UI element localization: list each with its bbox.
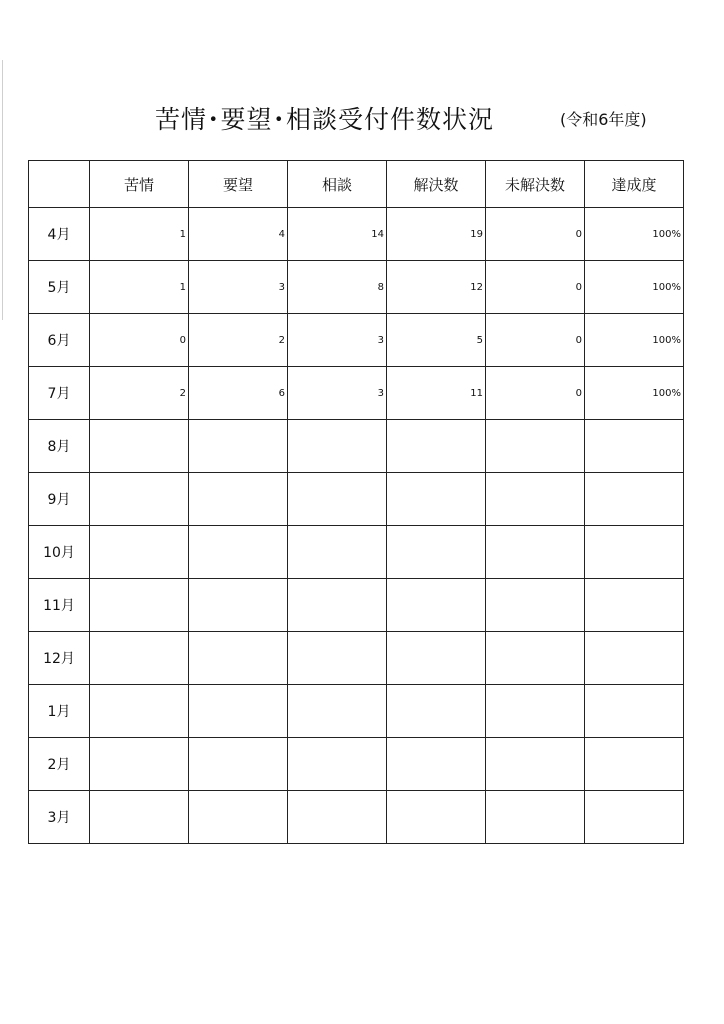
table-row	[29, 526, 684, 579]
month-cell: 6月	[29, 314, 90, 367]
table-row	[29, 420, 684, 473]
value-cell	[288, 579, 387, 632]
value-cell	[585, 579, 684, 632]
header-cell-resolved: 解決数	[387, 161, 486, 208]
value-cell	[585, 526, 684, 579]
value-cell: 3	[189, 261, 288, 314]
value-cell	[288, 791, 387, 844]
table-row	[29, 632, 684, 685]
value-cell	[288, 738, 387, 791]
month-cell: 9月	[29, 473, 90, 526]
value-cell	[486, 473, 585, 526]
value-cell: 100%	[585, 261, 684, 314]
table-row	[29, 208, 684, 261]
value-cell	[189, 791, 288, 844]
month-cell: 11月	[29, 579, 90, 632]
value-cell: 3	[288, 367, 387, 420]
value-cell: 100%	[585, 367, 684, 420]
value-cell: 0	[486, 314, 585, 367]
value-cell	[288, 632, 387, 685]
scan-edge-line	[2, 60, 3, 320]
table-row	[29, 685, 684, 738]
value-cell: 100%	[585, 208, 684, 261]
value-cell	[585, 473, 684, 526]
value-cell: 0	[486, 261, 585, 314]
value-cell	[486, 685, 585, 738]
value-cell	[387, 420, 486, 473]
value-cell	[288, 526, 387, 579]
value-cell	[387, 685, 486, 738]
value-cell: 100%	[585, 314, 684, 367]
value-cell: 3	[288, 314, 387, 367]
value-cell	[387, 791, 486, 844]
value-cell: 0	[486, 208, 585, 261]
value-cell	[288, 685, 387, 738]
value-cell	[486, 579, 585, 632]
value-cell	[189, 685, 288, 738]
month-cell: 2月	[29, 738, 90, 791]
table-row	[29, 367, 684, 420]
value-cell: 2	[189, 314, 288, 367]
value-cell	[585, 420, 684, 473]
value-cell: 5	[387, 314, 486, 367]
value-cell	[189, 632, 288, 685]
value-cell: 6	[189, 367, 288, 420]
value-cell: 4	[189, 208, 288, 261]
value-cell	[90, 579, 189, 632]
value-cell: 1	[90, 261, 189, 314]
month-cell: 4月	[29, 208, 90, 261]
value-cell: 0	[90, 314, 189, 367]
value-cell	[585, 632, 684, 685]
table-row	[29, 579, 684, 632]
header-cell-complaints: 苦情	[90, 161, 189, 208]
value-cell	[189, 526, 288, 579]
value-cell	[486, 526, 585, 579]
value-cell	[189, 579, 288, 632]
value-cell	[387, 632, 486, 685]
document-title: 苦情･要望･相談受付件数状況	[155, 105, 495, 134]
report-table	[28, 160, 684, 844]
header-cell-unresolved: 未解決数	[486, 161, 585, 208]
header-cell-corner	[29, 161, 90, 208]
value-cell	[189, 420, 288, 473]
value-cell: 1	[90, 208, 189, 261]
header-row	[29, 161, 684, 208]
value-cell: 14	[288, 208, 387, 261]
table-row	[29, 314, 684, 367]
value-cell	[189, 473, 288, 526]
header-cell-achievement: 達成度	[585, 161, 684, 208]
value-cell	[585, 791, 684, 844]
value-cell	[486, 791, 585, 844]
table-row	[29, 738, 684, 791]
value-cell: 0	[486, 367, 585, 420]
value-cell	[288, 420, 387, 473]
value-cell	[387, 579, 486, 632]
month-cell: 10月	[29, 526, 90, 579]
table-row	[29, 791, 684, 844]
value-cell: 12	[387, 261, 486, 314]
table-row	[29, 261, 684, 314]
value-cell: 19	[387, 208, 486, 261]
value-cell	[90, 632, 189, 685]
table-row	[29, 473, 684, 526]
month-cell: 1月	[29, 685, 90, 738]
value-cell	[90, 420, 189, 473]
month-cell: 8月	[29, 420, 90, 473]
month-cell: 12月	[29, 632, 90, 685]
value-cell	[189, 738, 288, 791]
value-cell	[387, 526, 486, 579]
month-cell: 5月	[29, 261, 90, 314]
value-cell	[585, 685, 684, 738]
value-cell	[585, 738, 684, 791]
value-cell: 2	[90, 367, 189, 420]
value-cell	[486, 738, 585, 791]
month-cell: 7月	[29, 367, 90, 420]
value-cell	[486, 420, 585, 473]
header-cell-requests: 要望	[189, 161, 288, 208]
month-cell: 3月	[29, 791, 90, 844]
value-cell: 8	[288, 261, 387, 314]
header-cell-consultations: 相談	[288, 161, 387, 208]
value-cell	[387, 473, 486, 526]
value-cell	[288, 473, 387, 526]
value-cell	[90, 526, 189, 579]
value-cell: 11	[387, 367, 486, 420]
fiscal-year-label: (令和6年度)	[560, 110, 647, 129]
value-cell	[90, 685, 189, 738]
value-cell	[387, 738, 486, 791]
value-cell	[486, 632, 585, 685]
value-cell	[90, 738, 189, 791]
value-cell	[90, 791, 189, 844]
value-cell	[90, 473, 189, 526]
